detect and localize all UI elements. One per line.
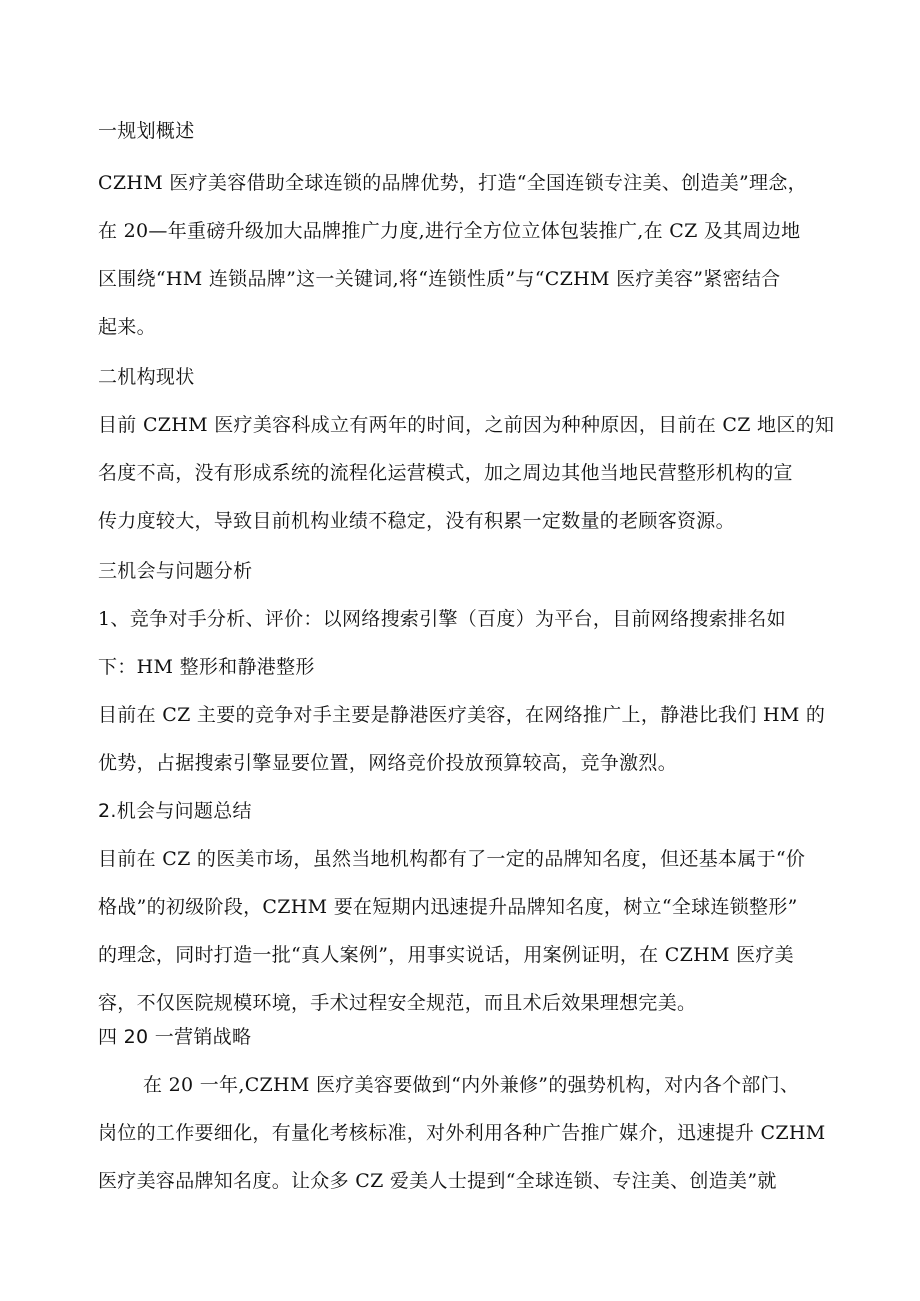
- paragraph-line: 在 20 一年,CZHM 医疗美容要做到“内外兼修”的强势机构，对内各个部门、: [143, 1074, 800, 1096]
- paragraph-line: 优势，占据搜索引擎显要位置，网络竞价投放预算较高，竞争激烈。: [98, 752, 678, 774]
- paragraph-line: CZHM 医疗美容借助全球连锁的品牌优势，打造“全国连锁专注美、创造美”理念，: [98, 172, 807, 194]
- paragraph-line: 区围绕“HM 连锁品牌”这一关键词,将“连锁性质”与“CZHM 医疗美容”紧密结合: [98, 268, 781, 290]
- paragraph-line: 传力度较大，导致目前机构业绩不稳定，没有积累一定数量的老顾客资源。: [98, 510, 735, 532]
- section-heading: 二机构现状: [98, 366, 195, 388]
- paragraph-line: 名度不高，没有形成系统的流程化运营模式，加之周边其他当地民营整形机构的宣: [98, 462, 793, 484]
- paragraph-line: 目前 CZHM 医疗美容科成立有两年的时间，之前因为种种原因，目前在 CZ 地区的知: [98, 414, 835, 436]
- paragraph-line: 目前在 CZ 主要的竞争对手主要是静港医疗美容，在网络推广上，静港比我们 HM 的: [98, 704, 826, 726]
- section-heading: 一规划概述: [98, 120, 195, 142]
- section-heading: 四 20 一营销战略: [98, 1026, 252, 1048]
- paragraph-line: 1、竞争对手分析、评价：以网络搜索引擎（百度）为平台，目前网络搜索排名如: [98, 608, 786, 630]
- paragraph-line: 起来。: [98, 316, 156, 338]
- paragraph-line: 目前在 CZ 的医美市场，虽然当地机构都有了一定的品牌知名度，但还基本属于“价: [98, 848, 806, 870]
- paragraph-line: 医疗美容品牌知名度。让众多 CZ 爱美人士提到“全球连锁、专注美、创造美”就: [98, 1170, 777, 1192]
- paragraph-line: 下：HM 整形和静港整形: [98, 656, 315, 678]
- paragraph-line: 格战”的初级阶段，CZHM 要在短期内迅速提升品牌知名度，树立“全球连锁整形”: [98, 896, 798, 918]
- paragraph-line: 容，不仅医院规模环境，手术过程安全规范，而且术后效果理想完美。: [98, 992, 697, 1014]
- paragraph-line: 的理念，同时打造一批“真人案例”，用事实说话，用案例证明，在 CZHM 医疗美: [98, 944, 794, 966]
- paragraph-line: 在 20—年重磅升级加大品牌推广力度,进行全方位立体包装推广,在 CZ 及其周边地: [98, 220, 801, 242]
- paragraph-line: 岗位的工作要细化，有量化考核标准，对外利用各种广告推广媒介，迅速提升 CZHM: [98, 1122, 826, 1144]
- section-heading: 三机会与问题分析: [98, 560, 253, 582]
- subsection-heading: 2.机会与问题总结: [98, 800, 252, 822]
